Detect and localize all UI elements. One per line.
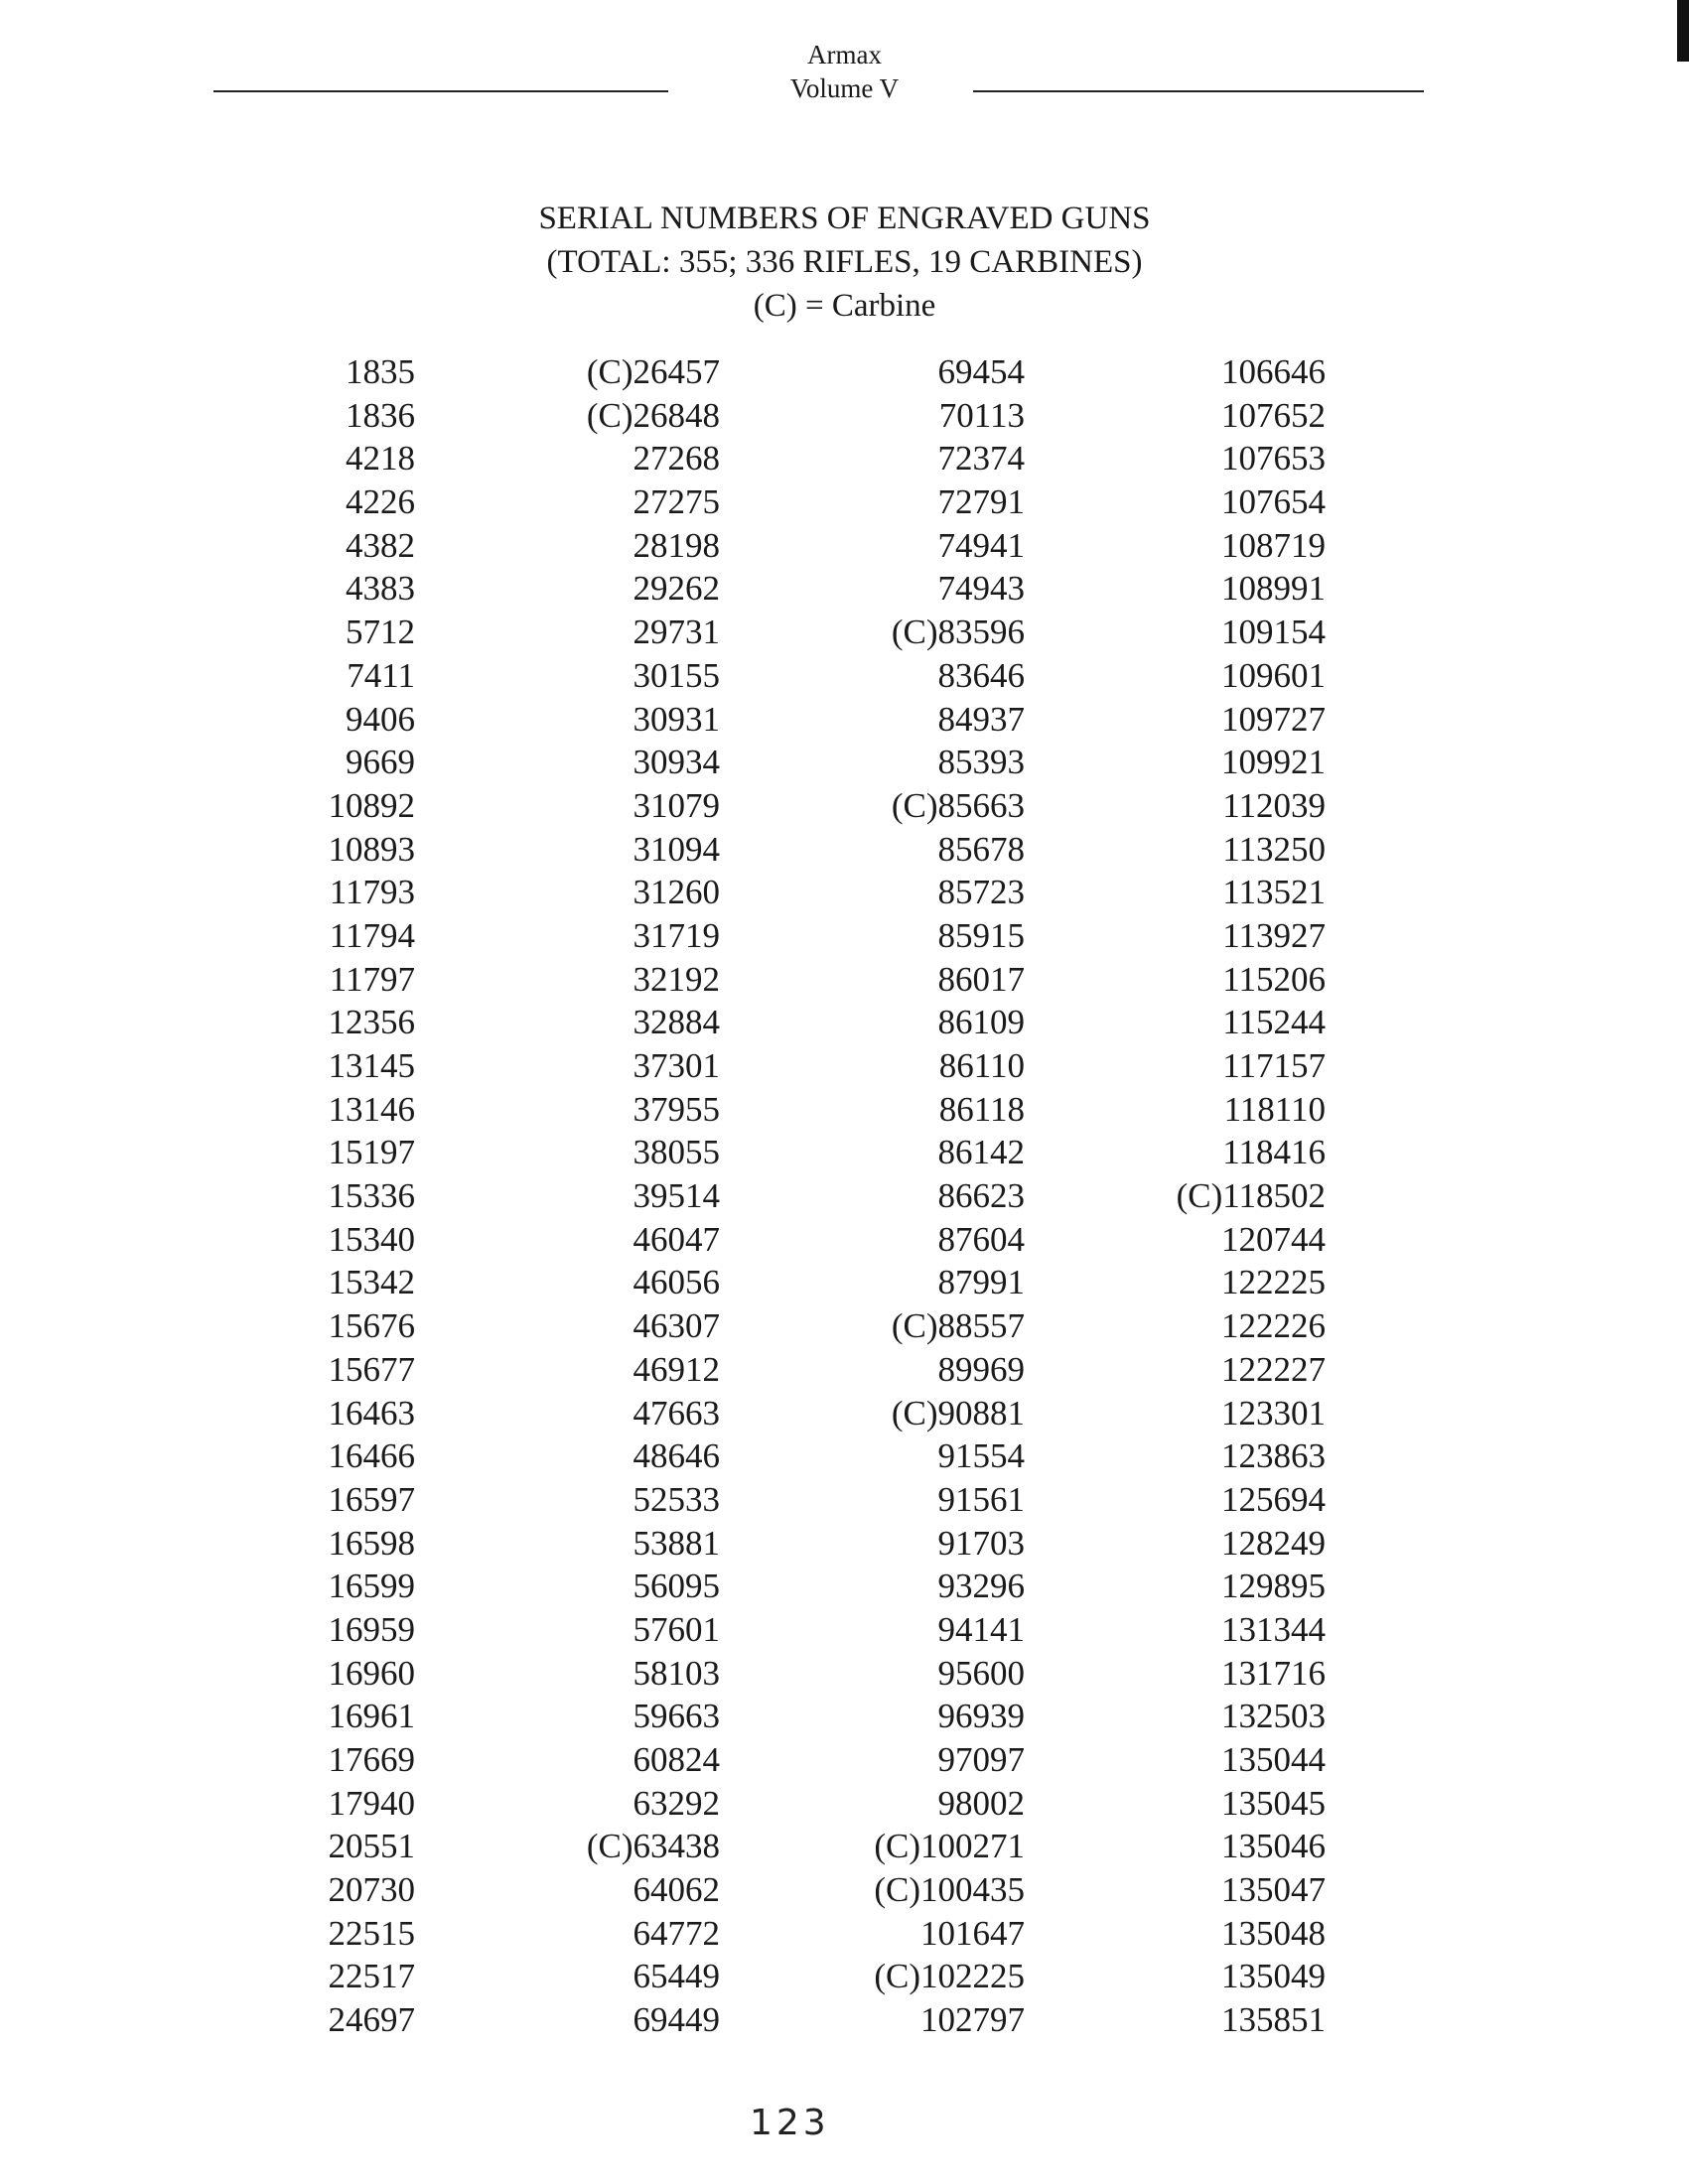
serial-number: 59663 — [633, 1697, 720, 1736]
serial-number: 64062 — [633, 1870, 720, 1910]
serial-number: 58103 — [633, 1653, 720, 1693]
serial-number: 131716 — [1221, 1653, 1326, 1693]
serial-number: (C)102225 — [874, 1957, 1025, 1996]
serial-number: 56095 — [633, 1567, 720, 1606]
serial-number: 22515 — [328, 1913, 415, 1953]
serial-number: 86623 — [937, 1176, 1025, 1216]
serial-number: 123301 — [1221, 1393, 1326, 1433]
serial-number: 89969 — [937, 1349, 1025, 1389]
serial-number: (C)26848 — [586, 395, 720, 435]
serial-number: 86118 — [938, 1089, 1025, 1129]
header-rule-left — [213, 90, 668, 92]
serial-number: 27275 — [633, 482, 720, 522]
serial-number: 65449 — [633, 1957, 720, 1996]
serial-number: 16463 — [328, 1393, 415, 1433]
serial-column-1 — [157, 350, 415, 2042]
serial-number: 97097 — [937, 1740, 1025, 1779]
serial-number: 85723 — [937, 873, 1025, 912]
carbine-legend: (C) = Carbine — [753, 288, 936, 324]
serial-number: 87604 — [937, 1219, 1025, 1259]
serial-number: 91561 — [937, 1479, 1025, 1519]
serial-number: 57601 — [633, 1609, 720, 1649]
serial-number: 46056 — [633, 1263, 720, 1302]
serial-number: (C)100271 — [874, 1827, 1025, 1866]
serial-number: 95600 — [937, 1653, 1025, 1693]
serial-number: 15677 — [328, 1349, 415, 1389]
serial-number: 16961 — [328, 1697, 415, 1736]
serial-number: 91703 — [937, 1523, 1025, 1563]
serial-number: 86017 — [937, 959, 1025, 999]
serial-number: 53881 — [633, 1523, 720, 1563]
serial-number: 115206 — [1222, 959, 1326, 999]
serial-number: 135044 — [1221, 1740, 1326, 1779]
serial-number: 109154 — [1221, 613, 1326, 652]
serial-number: 91554 — [937, 1436, 1025, 1476]
serial-column-4 — [1067, 350, 1326, 2042]
serial-number: 4226 — [346, 482, 415, 522]
serial-number: 93296 — [937, 1567, 1025, 1606]
serial-number: 30934 — [633, 743, 720, 782]
serial-number: 83646 — [937, 655, 1025, 695]
serial-number: 16599 — [328, 1567, 415, 1606]
serial-number: 113521 — [1222, 873, 1326, 912]
serial-number: 28198 — [633, 525, 720, 565]
serial-number: 109921 — [1221, 743, 1326, 782]
serial-number: 4383 — [346, 569, 415, 609]
serial-number: 9406 — [346, 699, 415, 739]
serial-number: 15197 — [328, 1133, 415, 1172]
serial-number: 30931 — [633, 699, 720, 739]
table-title-block — [0, 197, 1689, 328]
serial-number: 102797 — [920, 2000, 1025, 2040]
page-number: 123 — [750, 2103, 830, 2143]
serial-number: 85678 — [937, 829, 1025, 869]
serial-number: 122225 — [1221, 1263, 1326, 1302]
serial-number: 16598 — [328, 1523, 415, 1563]
serial-number: 108991 — [1221, 569, 1326, 609]
serial-number: 31719 — [633, 915, 720, 955]
serial-number: 74941 — [937, 525, 1025, 565]
serial-number: 11793 — [329, 873, 415, 912]
serial-number: 13145 — [328, 1046, 415, 1085]
serial-number: 86142 — [937, 1133, 1025, 1172]
serial-number: 118416 — [1222, 1133, 1326, 1172]
serial-number: 12356 — [328, 1003, 415, 1042]
serial-number: 101647 — [920, 1913, 1025, 1953]
serial-number: 10892 — [328, 785, 415, 825]
header-rule-right — [973, 90, 1424, 92]
serial-number: 16959 — [328, 1609, 415, 1649]
serial-number: 46047 — [633, 1219, 720, 1259]
serial-number: 129895 — [1221, 1567, 1326, 1606]
serial-number: 112039 — [1222, 785, 1326, 825]
table-subtitle-totals: (TOTAL: 355; 336 RIFLES, 19 CARBINES) — [546, 244, 1143, 280]
serial-number: 107653 — [1221, 439, 1326, 478]
serial-number: 20551 — [328, 1827, 415, 1866]
serial-number: 135048 — [1221, 1913, 1326, 1953]
serial-number: 29262 — [633, 569, 720, 609]
serial-number: 48646 — [633, 1436, 720, 1476]
serial-number: 32884 — [633, 1003, 720, 1042]
serial-number: 87991 — [937, 1263, 1025, 1302]
volume-label: Volume V — [789, 73, 900, 103]
serial-number: 131344 — [1221, 1609, 1326, 1649]
serial-number: 72374 — [937, 439, 1025, 478]
serial-number: (C)85663 — [891, 785, 1025, 825]
serial-number: 31094 — [633, 829, 720, 869]
serial-number: 113250 — [1222, 829, 1326, 869]
serial-number: 135045 — [1221, 1783, 1326, 1823]
serial-number: 113927 — [1222, 915, 1326, 955]
serial-number: 15342 — [328, 1263, 415, 1302]
serial-number: 17940 — [328, 1783, 415, 1823]
serial-number: 64772 — [633, 1913, 720, 1953]
serial-number: 106646 — [1221, 352, 1326, 391]
serial-number: (C)63438 — [586, 1827, 720, 1866]
serial-number: 109601 — [1221, 655, 1326, 695]
serial-number: (C)118502 — [1176, 1176, 1326, 1216]
serial-number: 120744 — [1221, 1219, 1326, 1259]
serial-number: 72791 — [937, 482, 1025, 522]
serial-number: 31079 — [633, 785, 720, 825]
publication-title: Armax — [807, 40, 882, 69]
serial-number: 122227 — [1221, 1349, 1326, 1389]
serial-number: 37301 — [633, 1046, 720, 1085]
serial-number: 85393 — [937, 743, 1025, 782]
serial-number: 39514 — [633, 1176, 720, 1216]
serial-number-table — [0, 350, 1689, 2058]
serial-number: 11797 — [329, 959, 415, 999]
serial-number: 107652 — [1221, 395, 1326, 435]
serial-number: 86109 — [937, 1003, 1025, 1042]
serial-number: 15340 — [328, 1219, 415, 1259]
serial-number: 125694 — [1221, 1479, 1326, 1519]
serial-number: 47663 — [633, 1393, 720, 1433]
serial-number: 69449 — [633, 2000, 720, 2040]
serial-number: 24697 — [328, 2000, 415, 2040]
serial-number: 27268 — [633, 439, 720, 478]
serial-number: 46912 — [633, 1349, 720, 1389]
running-header — [0, 38, 1689, 105]
serial-number: 46307 — [633, 1306, 720, 1346]
serial-number: (C)88557 — [891, 1306, 1025, 1346]
serial-number: (C)90881 — [891, 1393, 1025, 1433]
serial-number: (C)26457 — [586, 352, 720, 391]
serial-number: 52533 — [633, 1479, 720, 1519]
serial-number: 38055 — [633, 1133, 720, 1172]
serial-number: 4382 — [346, 525, 415, 565]
serial-number: 31260 — [633, 873, 720, 912]
serial-number: 86110 — [938, 1046, 1025, 1085]
serial-number: 117157 — [1222, 1046, 1326, 1085]
serial-number: 115244 — [1222, 1003, 1326, 1042]
serial-number: 32192 — [633, 959, 720, 999]
serial-column-3 — [767, 350, 1025, 2042]
serial-number: 29731 — [633, 613, 720, 652]
serial-number: 123863 — [1221, 1436, 1326, 1476]
serial-number: 85915 — [937, 915, 1025, 955]
serial-number: 74943 — [937, 569, 1025, 609]
serial-number: 1835 — [346, 352, 415, 391]
serial-number: 94141 — [937, 1609, 1025, 1649]
serial-number: 16466 — [328, 1436, 415, 1476]
serial-number: 7411 — [347, 655, 415, 695]
serial-number: 122226 — [1221, 1306, 1326, 1346]
serial-number: 109727 — [1221, 699, 1326, 739]
serial-number: 20730 — [328, 1870, 415, 1910]
serial-number: 17669 — [328, 1740, 415, 1779]
serial-number: 69454 — [937, 352, 1025, 391]
serial-number: 1836 — [346, 395, 415, 435]
serial-number: 16960 — [328, 1653, 415, 1693]
table-title: SERIAL NUMBERS OF ENGRAVED GUNS — [538, 201, 1151, 236]
serial-number: 70113 — [938, 395, 1025, 435]
serial-number: 15676 — [328, 1306, 415, 1346]
serial-number: 15336 — [328, 1176, 415, 1216]
serial-number: 98002 — [937, 1783, 1025, 1823]
serial-number: 10893 — [328, 829, 415, 869]
serial-number: 135047 — [1221, 1870, 1326, 1910]
serial-number: 9669 — [346, 743, 415, 782]
serial-number: 63292 — [633, 1783, 720, 1823]
serial-number: 118110 — [1223, 1089, 1326, 1129]
serial-number: 135049 — [1221, 1957, 1326, 1996]
serial-number: 135851 — [1221, 2000, 1326, 2040]
serial-number: (C)83596 — [891, 613, 1025, 652]
serial-number: 108719 — [1221, 525, 1326, 565]
serial-number: 30155 — [633, 655, 720, 695]
serial-number: 13146 — [328, 1089, 415, 1129]
serial-number: 11794 — [329, 915, 415, 955]
serial-number: 37955 — [633, 1089, 720, 1129]
serial-number: 4218 — [346, 439, 415, 478]
serial-number: 5712 — [346, 613, 415, 652]
serial-number: 128249 — [1221, 1523, 1326, 1563]
serial-number: 96939 — [937, 1697, 1025, 1736]
serial-number: 84937 — [937, 699, 1025, 739]
serial-column-2 — [462, 350, 720, 2042]
serial-number: 135046 — [1221, 1827, 1326, 1866]
serial-number: 22517 — [328, 1957, 415, 1996]
serial-number: 132503 — [1221, 1697, 1326, 1736]
serial-number: 16597 — [328, 1479, 415, 1519]
serial-number: 60824 — [633, 1740, 720, 1779]
serial-number: (C)100435 — [874, 1870, 1025, 1910]
serial-number: 107654 — [1221, 482, 1326, 522]
